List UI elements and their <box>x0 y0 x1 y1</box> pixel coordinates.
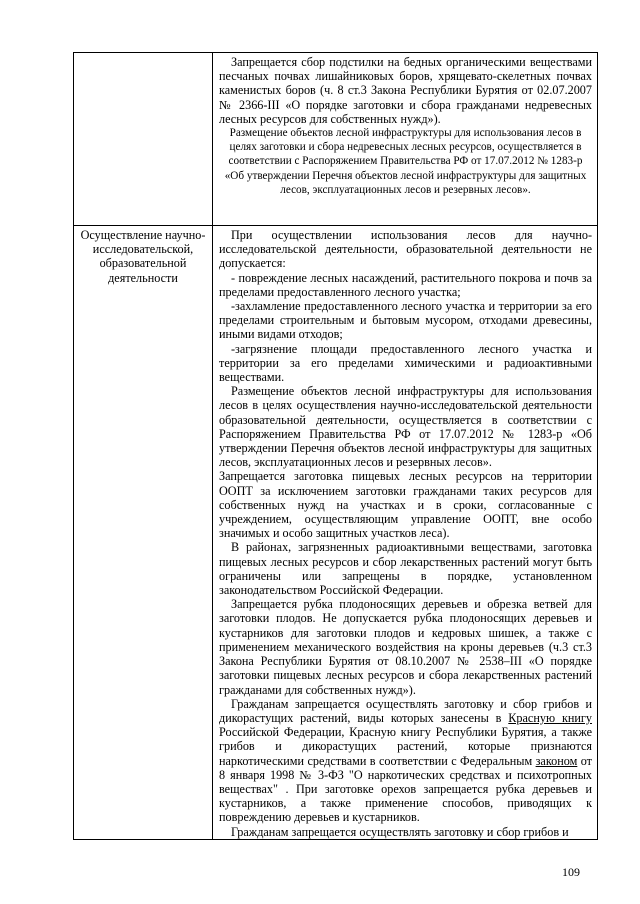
page-number: 109 <box>562 865 580 879</box>
rule-text: Гражданам запрещается осуществлять заготовку и сбор грибов и дикорастущих растений, виды которых занесены в <box>219 696 592 725</box>
rule-paragraph: В районах, загрязненных радиоактивными веществами, заготовка пищевых лесных ресурсов и сбор лекарственных растений могут быть ограничены или запрещены в порядке, установленном законодательством Российской Федерации. <box>219 540 592 598</box>
rule-text: от 8 января 1998 № 3-ФЗ "О наркотических средствах и психотропных веществах" . При заготовке орехов запрещается рубка деревьев и кустарников, а также применение способов, приводящих к повреждению деревьев и кустарников. <box>219 753 592 825</box>
activity-cell <box>74 226 213 840</box>
rule-paragraph: Запрещается сбор подстилки на бедных органическими веществами песчаных почвах лишайниковых боров, хрящевато-скелетных почвах каменистых боров (ч. 8 ст.3 Закона Республики Бурятия от 02.07.2007 № 2366-III «О порядке заготовки и сбора гражданами недревесных лесных ресурсов для собственных нужд»). <box>219 55 592 126</box>
rule-paragraph: При осуществлении использования лесов для научно-исследовательской деятельности, образовательной деятельности не допускается: <box>219 228 592 271</box>
rules-cell <box>213 53 598 226</box>
table-row <box>74 53 598 226</box>
regulation-table <box>73 52 598 840</box>
table-row <box>74 226 598 840</box>
rule-paragraph: Запрещается рубка плодоносящих деревьев и обрезка ветвей для заготовки плодов. Не допускается рубка плодоносящих деревьев и кустарников для заготовки плодов и кедровых шишек, а также с применением механического воздействия на кроны деревьев (ч.3 ст.3 Закона Республики Бурятия от 08.10.2007 № 2538–III «О порядке заготовки пищевых лесных ресурсов и сбора лекарственных растений гражданами для собственных нужд»). <box>219 597 592 697</box>
rule-paragraph: Запрещается заготовка пищевых лесных ресурсов на территории ООПТ за исключением заготовки гражданами таких ресурсов для собственных нужд на участках и в сроки, согласованные с учреждением, осуществляющим управление ООПТ, вне особо значимых и особо защитных участков леса). <box>219 469 592 541</box>
activity-label: Осуществление научно-исследовательской, образовательной деятельности <box>80 228 206 285</box>
red-book-link[interactable]: Красную книгу <box>508 710 593 725</box>
activity-cell <box>74 53 213 226</box>
rule-paragraph: Размещение объектов лесной инфраструктуры для использования лесов в целях заготовки и сбора недревесных лесных ресурсов, осуществляется в соответствии с Распоряжением Правительства РФ от 17.07.2012 № 1283-р «Об утверждении Перечня объектов лесной инфраструктуры для защитных лесов, эксплуатационных лесов и резервных лесов». <box>224 127 587 196</box>
rule-paragraph: - повреждение лесных насаждений, растительного покрова и почв за пределами предоставленного лесного участка; <box>219 270 592 299</box>
activity-label <box>74 53 212 55</box>
rule-paragraph: -захламление предоставленного лесного участка и территории за его пределами строительным и бытовым мусором, отходами древесины, иными видами отходов; <box>219 299 592 342</box>
rule-paragraph: Размещение объектов лесной инфраструктуры для использования лесов в целях осуществления научно-исследовательской деятельности образовательной деятельности, осуществляется в соответствии с Распоряжением Правительства РФ от 17.07.2012 № 1283-р «Об утверждении Перечня объектов лесной инфраструктуры для защитных лесов, эксплуатационных лесов и резервных лесов». <box>219 384 592 470</box>
rules-cell <box>213 226 598 840</box>
rule-paragraph: -загрязнение площади предоставленного лесного участка и территории за его пределами химическими и радиоактивными веществами. <box>219 341 592 385</box>
rule-text: Российской Федерации, Красную книгу Республики Бурятия, а также грибов и дикорастущих растений, которые признаются наркотическими средствами в соответствии с Федеральным <box>219 725 592 768</box>
law-link[interactable]: законом <box>535 753 578 768</box>
rule-paragraph: Гражданам запрещается осуществлять заготовку и сбор грибов и <box>231 824 569 839</box>
rule-paragraph <box>219 697 592 825</box>
